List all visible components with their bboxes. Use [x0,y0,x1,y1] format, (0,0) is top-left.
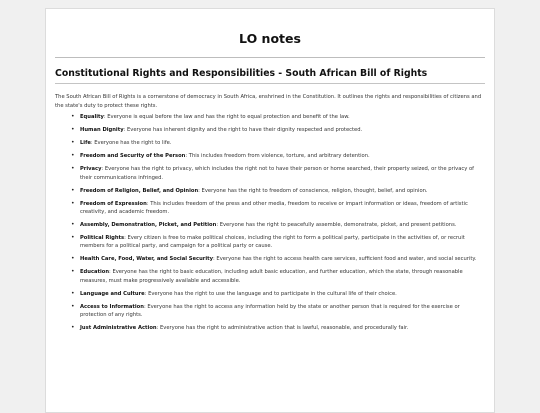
bullet-icon: • [71,152,75,160]
section-heading: Constitutional Rights and Responsibilities - South African Bill of Rights [55,68,428,79]
bullet-icon: • [71,302,75,310]
right-description: : Everyone has the right to freedom of conscience, religion, thought, belief, and opinion. [198,187,428,194]
bullet-icon: • [71,221,75,228]
bullet-icon: • [71,139,75,147]
right-description: : This includes freedom of the press and other media, freedom to receive or impart information or ideas, freedom of artistic creativity, and academic freedom. [80,200,468,215]
list-item [71,255,485,263]
right-description: : Everyone has the right to privacy, which includes the right not to have their person or home searched, their property seized, or the privacy of their communications infringed. [80,166,474,181]
right-term: Equality [80,114,104,121]
right-term: Freedom of Religion, Belief, and Opinion [80,187,199,194]
right-description: : Everyone has inherent dignity and the right to have their dignity respected and protected. [123,127,363,134]
page-title: LO notes [239,31,301,46]
right-description: : Everyone is equal before the law and has the right to equal protection and benefit of the law. [103,114,350,121]
bullet-icon: • [71,234,75,241]
right-description: : Every citizen is free to make political choices, including the right to form a political party, participate in the activities of, or recruit members for a political party, and campaign for a political party or cause. [80,235,465,250]
bullet-icon: • [71,186,75,194]
bullet-icon: • [71,126,75,134]
list-item [71,186,485,195]
list-item [71,152,485,160]
list-item [71,126,485,134]
right-term: Health Care, Food, Water, and Social Security [80,256,214,263]
right-description: : Everyone has the right to access any information held by the state or another person that is required for the exercise or protection of any rights. [80,303,460,319]
right-description: : Everyone has the right to administrative action that is lawful, reasonable, and procedurally fair. [156,325,409,332]
right-description: : Everyone has the right to access health care services, sufficient food and water, and social security. [213,256,477,263]
list-item [71,139,485,147]
bullet-icon: • [71,199,75,207]
right-description: : Everyone has the right to use the language and to participate in the cultural life of their choice. [144,290,397,297]
bullet-icon: • [71,113,75,121]
right-term: Language and Culture [80,290,145,297]
right-description: : Everyone has the right to peacefully assemble, demonstrate, picket, and present petitions. [216,222,457,228]
right-description: : Everyone has the right to life. [90,140,172,147]
list-item [71,324,485,332]
list-item [71,268,485,285]
list-item [71,302,485,320]
bullet-icon: • [71,165,75,173]
list-item [71,289,485,298]
right-term: Privacy [80,166,102,173]
document-page [45,8,495,413]
right-term: Freedom of Expression [80,200,147,207]
right-description: : Everyone has the right to basic education, including adult basic education, and further education, which the state, through reasonable measures, must make progressively available and accessible. [80,269,463,284]
right-term: Access to Information [80,303,144,310]
bullet-icon: • [71,268,75,276]
right-term: Freedom and Security of the Person [80,153,186,160]
title-divider [55,57,485,58]
right-term: Life [80,140,91,147]
list-item [71,165,485,182]
bullet-icon: • [71,289,75,297]
heading-divider [55,83,485,84]
list-item [71,234,485,251]
list-item [71,199,485,217]
rights-list [55,113,485,332]
right-term: Political Rights [80,235,125,241]
list-item [71,113,485,121]
right-term: Assembly, Demonstration, Picket, and Petition [80,222,217,228]
list-item [71,221,485,229]
right-description: : This includes freedom from violence, torture, and arbitrary detention. [185,153,370,160]
intro-paragraph: The South African Bill of Rights is a cornerstone of democracy in South Africa, enshrined in the Constitution. It outlines the rights and responsibilities of citizens and the state's duty to protect these rights. [55,94,482,109]
bullet-icon: • [71,324,75,332]
right-term: Education [80,269,110,276]
bullet-icon: • [71,255,75,263]
right-term: Human Dignity [80,127,124,134]
right-term: Just Administrative Action [80,325,157,332]
